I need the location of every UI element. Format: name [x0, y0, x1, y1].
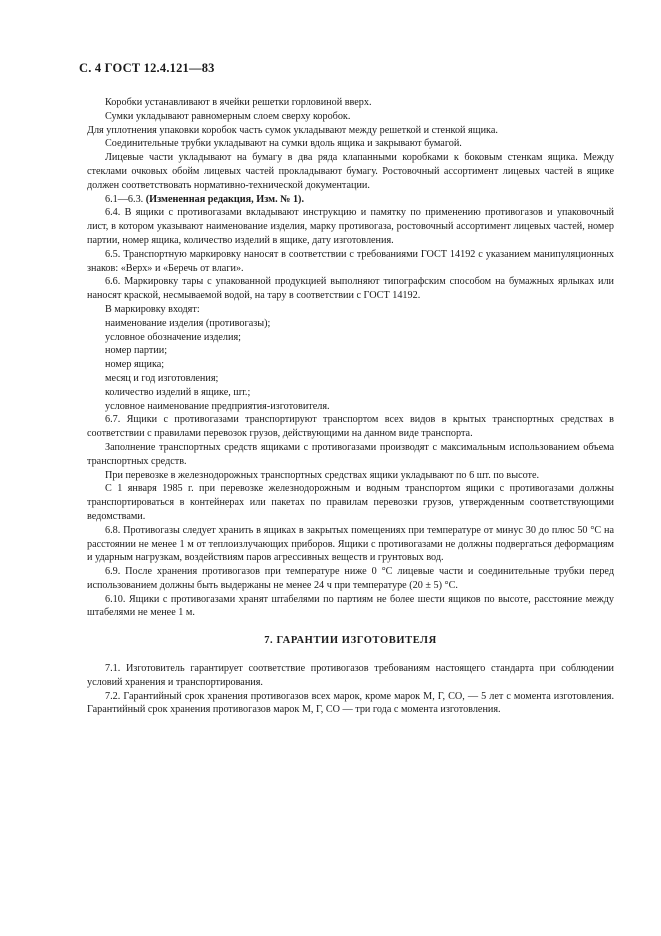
section-title: 7. ГАРАНТИИ ИЗГОТОВИТЕЛЯ	[264, 635, 437, 647]
marking-list	[87, 317, 614, 414]
list-item: условное наименование предприятия-изготовителя.	[105, 400, 330, 412]
revision-clause-number: 6.1—6.3.	[105, 193, 144, 205]
document-body	[87, 96, 614, 717]
revision-note-text: (Измененная редакция, Изм. № 1).	[145, 193, 304, 205]
paragraph-railway-stacking: При перевозке в железнодорожных транспортных средствах ящики укладывают по 6 шт. по высоте.	[105, 469, 540, 481]
paragraph-6-6: 6.6. Маркировку тары с упакованной продукцией выполняют типографским способом на бумажных ярлыках или наносят краской, несмываемой водой, на тару в соответствии с ГОСТ 14192.	[87, 276, 614, 302]
running-head: С. 4 ГОСТ 12.4.121—83	[79, 61, 215, 75]
paragraph-face-parts: Лицевые части укладывают на бумагу в два ряда клапанными коробками к боковым стенкам ящика. Между стеклами очковых обойм лицевых частей прокладывают бумагу. Ростовочный ассортимент лицевых частей в ящике должен соответствовать нормативно-технической документации.	[87, 152, 614, 191]
paragraph-revision-note	[87, 193, 614, 207]
paragraph-6-10: 6.10. Ящики с противогазами хранят штабелями по партиям не более шести ящиков по высоте, расстояние между штабелями не менее 1 м.	[87, 593, 614, 619]
paragraph-6-7: 6.7. Ящики с противогазами транспортируют транспортом всех видов в крытых транспортных средствах в соответствии с правилами перевозок грузов, действующими на данном виде транспорта.	[87, 414, 614, 440]
paragraph-6-8: 6.8. Противогазы следует хранить в ящиках в закрытых помещениях при температуре от минус 30 до плюс 50 °С на расстоянии не менее 1 м от теплоизлучающих приборов. Ящики с противогазами не должны подвергаться деформациям и ударным нагрузкам, воздействиям паров агрессивных веществ и грунтовых вод.	[87, 524, 614, 564]
list-item: количество изделий в ящике, шт.;	[105, 386, 251, 398]
list-item: номер партии;	[105, 345, 168, 357]
paragraph-vehicle-filling: Заполнение транспортных средств ящиками с противогазами производят с максимальным использованием объема транспортных средств.	[87, 441, 614, 467]
paragraph-marking-intro: В маркировку входят:	[105, 303, 200, 315]
paragraph-7-2: 7.2. Гарантийный срок хранения противогазов всех марок, кроме марок М, Г, СО, — 5 лет с момента изготовления. Гарантийный срок хранения противогазов марок М, Г, СО — три года с момента изготовления.	[87, 690, 614, 716]
list-item: номер ящика;	[105, 359, 165, 371]
list-item: месяц и год изготовления;	[105, 372, 219, 384]
paragraph-7-1: 7.1. Изготовитель гарантирует соответствие противогазов требованиям настоящего стандарта при соблюдении условий хранения и транспортирования.	[87, 663, 614, 688]
paragraph-6-9: 6.9. После хранения противогазов при температуре ниже 0 °С лицевые части и соединительные трубки перед использованием должны быть выдержаны не менее 24 ч при температуре (20 ± 5) °С.	[87, 566, 614, 591]
paragraph-containers: С 1 января 1985 г. при перевозке железнодорожным и водным транспортом ящики с противогазами должны транспортироваться в контейнерах или пакетах по правилам перевозки грузов, утвержденным соответствующими ведомствами.	[87, 483, 614, 522]
list-item: наименование изделия (противогазы);	[105, 317, 271, 329]
paragraph-boxes: Коробки устанавливают в ячейки решетки горловиной вверх.	[105, 97, 372, 108]
list-item: условное обозначение изделия;	[105, 331, 241, 343]
paragraph-packing-density: Для уплотнения упаковки коробок часть сумок укладывают между решеткой и стенкой ящика.	[87, 124, 498, 136]
paragraph-6-5: 6.5. Транспортную маркировку наносят в соответствии с требованиями ГОСТ 14192 с указанием манипуляционных знаков: «Верх» и «Беречь от влаги».	[87, 248, 614, 274]
paragraph-tubes: Соединительные трубки укладывают на сумки вдоль ящика и закрывают бумагой.	[105, 138, 462, 150]
paragraph-6-4: 6.4. В ящики с противогазами вкладывают инструкцию и памятку по применению противогазов и упаковочный лист, в котором указывают наименование изделия, марку противогаза, ростовочный ассортимент лицевых частей, номер партии, номер ящика, количество изделий в ящике, дату изготовления.	[87, 207, 614, 246]
paragraph-bags: Сумки укладывают равномерным слоем сверху коробок.	[105, 110, 351, 122]
